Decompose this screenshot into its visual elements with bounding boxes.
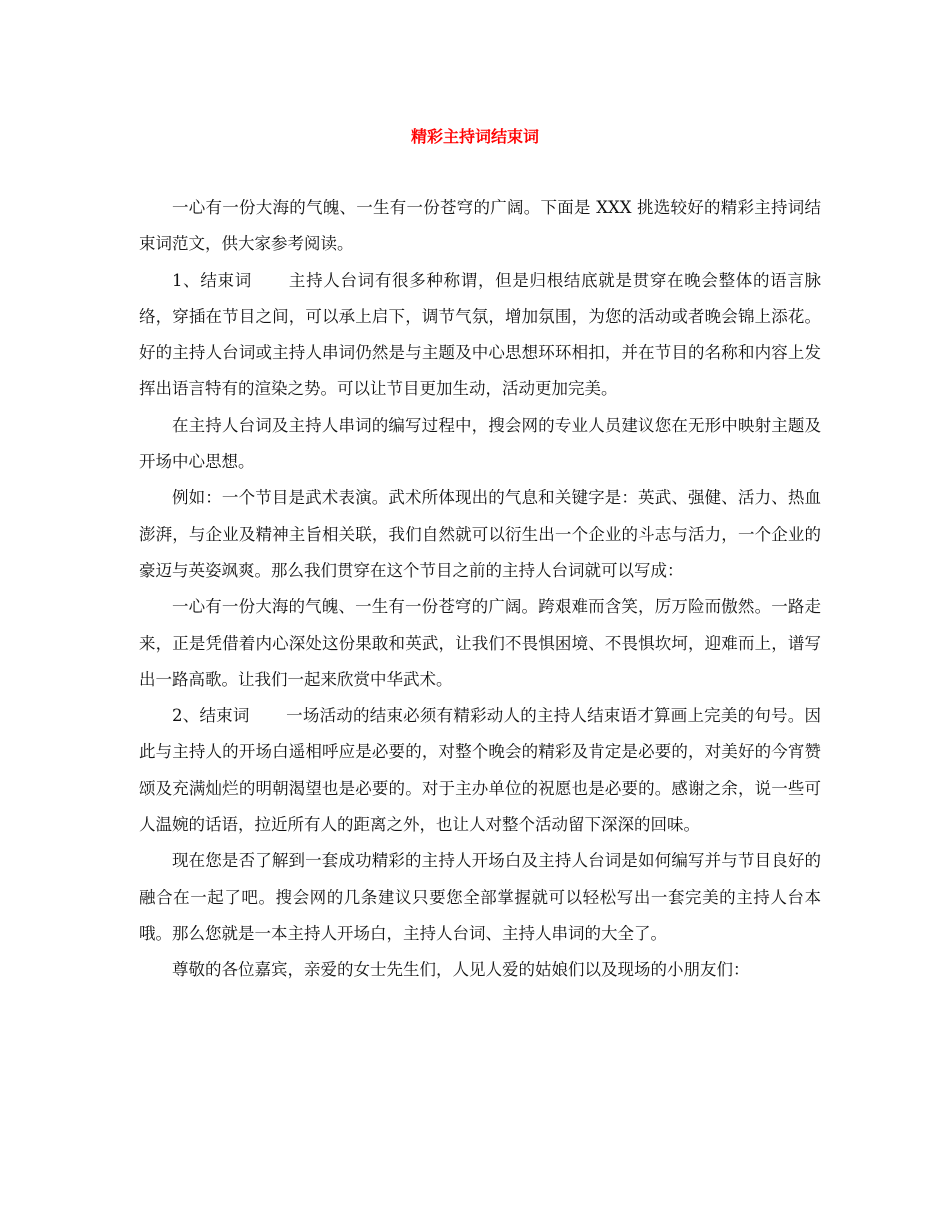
paragraph <box>139 589 821 698</box>
section-heading: 1、结束词 <box>172 270 252 290</box>
paragraph <box>139 952 821 988</box>
paragraph <box>139 408 821 481</box>
section-heading: 2、结束词 <box>172 706 250 726</box>
paragraph-text: 尊敬的各位嘉宾，亲爱的女士先生们，人见人爱的姑娘们以及现场的小朋友们： <box>172 960 750 980</box>
paragraph <box>139 190 821 263</box>
paragraph-text: 主持人台词有很多种称谓，但是归根结底就是贯穿在晚会整体的语言脉络，穿插在节目之间，可以承上启下，调节气氛，增加氛围，为您的活动或者晚会锦上添花。好的主持人台词或主持人串词仍然是与主题及中心思想环环相扣，并在节目的名称和内容上发挥出语言特有的渲染之势。可以让节目更加生动，活动更加完美。 <box>139 270 822 399</box>
paragraph <box>139 263 821 408</box>
paragraph-text: 例如：一个节目是武术表演。武术所体现出的气息和关键字是：英武、强健、活力、热血澎湃，与企业及精神主旨相关联，我们自然就可以衍生出一个企业的斗志与活力，一个企业的豪迈与英姿飒爽。那么我们贯穿在这个节目之前的主持人台词就可以写成： <box>139 488 821 580</box>
paragraph-text: 在主持人台词及主持人串词的编写过程中，搜会网的专业人员建议您在无形中映射主题及开场中心思想。 <box>139 415 821 472</box>
paragraph <box>139 843 821 952</box>
paragraph-text: 一心有一份大海的气魄、一生有一份苍穹的广阔。下面是 XXX 挑选较好的精彩主持词结束词范文，供大家参考阅读。 <box>139 198 821 254</box>
paragraph-text: 一心有一份大海的气魄、一生有一份苍穹的广阔。跨艰难而含笑，厉万险而傲然。一路走来，正是凭借着内心深处这份果敢和英武，让我们不畏惧困境、不畏惧坎坷，迎难而上，谱写出一路高歌。让我们一起来欣赏中华武术。 <box>139 597 821 689</box>
document-title: 精彩主持词结束词 <box>410 127 539 146</box>
paragraph <box>139 698 821 843</box>
paragraph-text: 现在您是否了解到一套成功精彩的主持人开场白及主持人台词是如何编写并与节目良好的融合在一起了吧。搜会网的几条建议只要您全部掌握就可以轻松写出一套完美的主持人台本哦。那么您就是一本主持人开场白，主持人台词、主持人串词的大全了。 <box>139 851 821 943</box>
paragraph-text: 一场活动的结束必须有精彩动人的主持人结束语才算画上完美的句号。因此与主持人的开场白遥相呼应是必要的，对整个晚会的精彩及肯定是必要的，对美好的今宵赞颂及充满灿烂的明朝渴望也是必要的。对于主办单位的祝愿也是必要的。感谢之余，说一些可人温婉的话语，拉近所有人的距离之外，也让人对整个活动留下深深的回味。 <box>139 706 822 835</box>
paragraph <box>139 480 821 589</box>
document-body <box>139 190 821 989</box>
